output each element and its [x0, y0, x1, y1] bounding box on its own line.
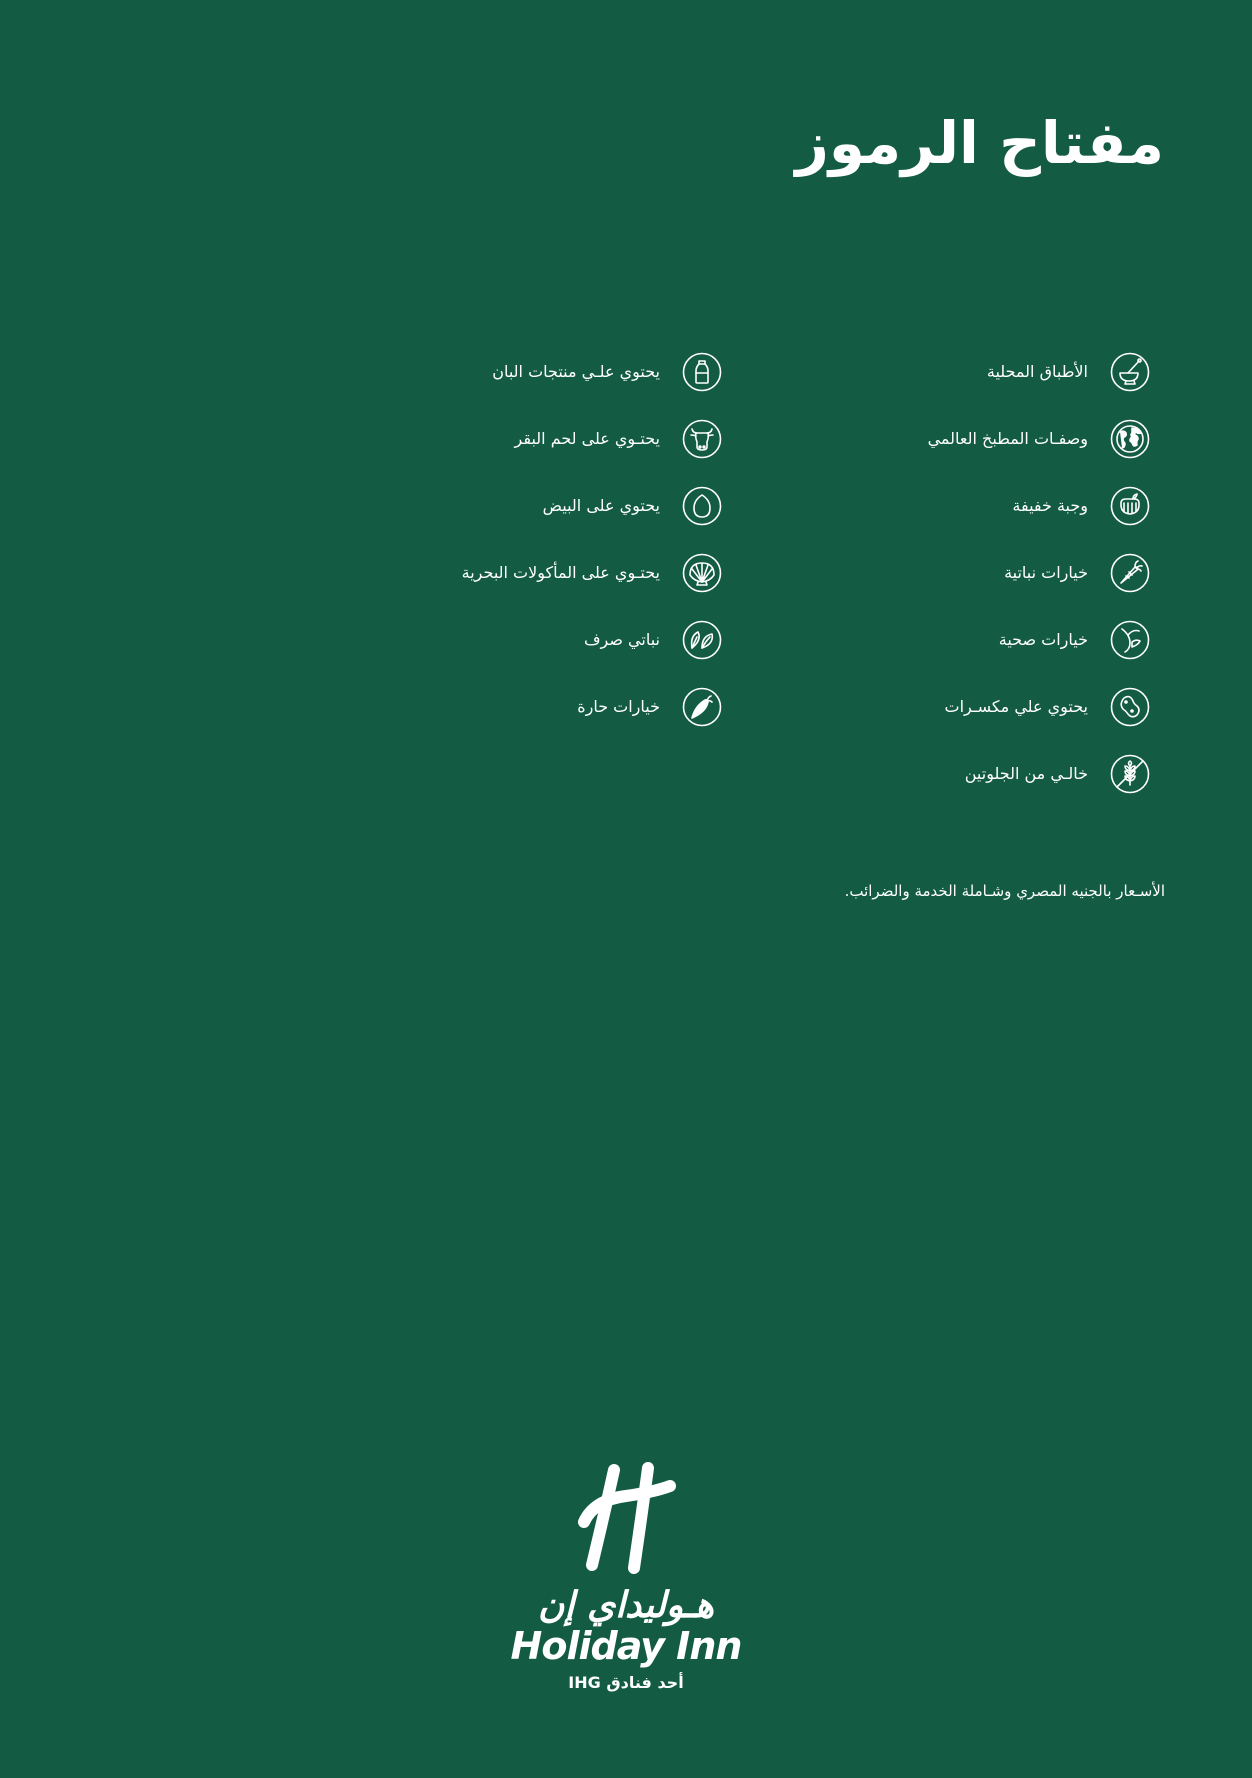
legend-item	[462, 417, 722, 461]
legend-label: خالـي من الجلوتين	[964, 764, 1088, 783]
legend-item	[462, 350, 722, 394]
legend-label: يحتوي على البيض	[542, 496, 660, 515]
legend-item	[928, 484, 1150, 528]
legend-label: خيارات حارة	[577, 697, 660, 716]
legend-label: وصفـات المطبخ العالمي	[927, 429, 1088, 448]
shell-icon	[682, 553, 722, 593]
legend-item	[928, 551, 1150, 595]
chili-icon	[682, 687, 722, 727]
legend-label: نباتي صرف	[583, 630, 660, 649]
legend-item	[928, 752, 1150, 796]
legend-item	[928, 350, 1150, 394]
nut-icon	[1110, 687, 1150, 727]
legend-right-column	[928, 350, 1150, 819]
legend-label: يحتـوي على لحم البقر	[514, 429, 660, 448]
globe-icon	[1110, 419, 1150, 459]
legend-item	[928, 417, 1150, 461]
cow-icon	[682, 419, 722, 459]
brand-name-arabic: هـوليداي إن	[537, 1585, 714, 1626]
page-title: مفتاح الرموز	[795, 109, 1164, 177]
legend-label: خيارات صحية	[998, 630, 1088, 649]
brand-name-english: Holiday Inn	[510, 1623, 742, 1668]
snack-icon	[1110, 486, 1150, 526]
milk-bottle-icon	[682, 352, 722, 392]
legend-item	[462, 551, 722, 595]
legend-label: وجبة خفيفة	[1012, 496, 1088, 515]
gluten-free-icon	[1110, 754, 1150, 794]
legend-item	[462, 618, 722, 662]
brand-tagline: أحد فنادق IHG	[568, 1673, 684, 1693]
legend-left-column	[462, 350, 722, 752]
leaves-icon	[682, 620, 722, 660]
legend-item	[462, 685, 722, 729]
egg-icon	[682, 486, 722, 526]
legend-label: يحتوي علي مكسـرات	[944, 697, 1088, 716]
legend-item	[462, 484, 722, 528]
legend-label: الأطباق المحلية	[986, 362, 1088, 381]
brand-logo	[0, 1460, 1252, 1693]
healthy-icon	[1110, 620, 1150, 660]
legend-label: يحتـوي على المأكولات البحرية	[461, 563, 660, 582]
mortar-pestle-icon	[1110, 352, 1150, 392]
carrot-icon	[1110, 553, 1150, 593]
legend-item	[928, 685, 1150, 729]
legend-item	[928, 618, 1150, 662]
holiday-inn-h-icon	[0, 1460, 1252, 1580]
legend-label: يحتوي علـي منتجات البان	[492, 362, 660, 381]
price-note: الأسـعار بالجنيه المصري وشـاملة الخدمة والضرائب.	[844, 882, 1165, 900]
legend-label: خيارات نباتية	[1004, 563, 1088, 582]
